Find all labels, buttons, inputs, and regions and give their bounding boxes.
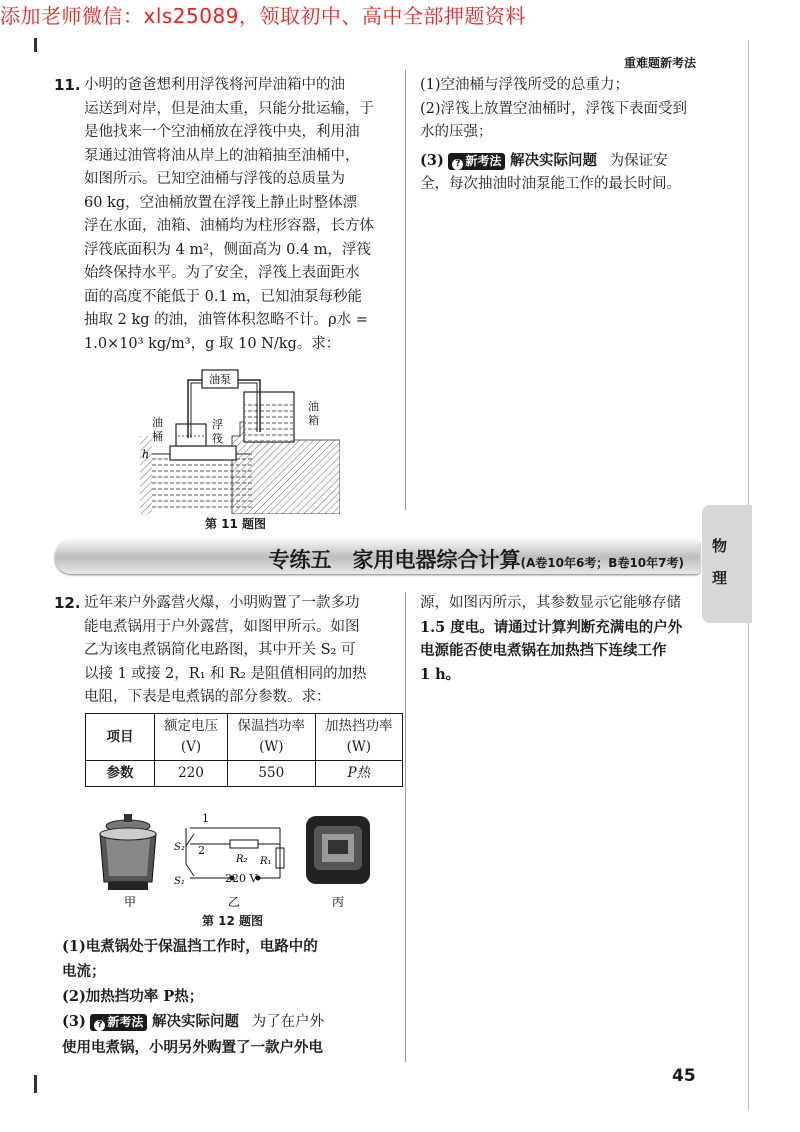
side-tab-char: 理 xyxy=(712,569,728,587)
h-label: h xyxy=(142,448,150,461)
pump-label: 油泵 xyxy=(209,373,231,386)
column-divider xyxy=(405,70,406,510)
switch-pos-2: 2 xyxy=(198,844,205,857)
q12-parts xyxy=(62,934,402,1060)
q11-line: 小明的爸爸想利用浮筏将河岸油箱中的油 xyxy=(84,77,345,93)
table-header-cell: 加热挡功率(W) xyxy=(315,714,402,761)
table-cell: 550 xyxy=(228,761,316,787)
q12-line: 近年来户外露营火爆，小明购置了一款多功 xyxy=(84,595,360,611)
switch-s1-label: S₁ xyxy=(174,876,185,887)
new-method-tag xyxy=(448,153,505,170)
voltage-label: 220 V xyxy=(225,872,258,885)
q12-text xyxy=(54,592,399,710)
table-cell: P热 xyxy=(315,761,402,787)
new-method-tag xyxy=(90,1014,147,1031)
raft xyxy=(170,446,236,460)
q12-right-text xyxy=(420,592,705,686)
q11-line: 是他找来一个空油桶放在浮筏中央，利用油 xyxy=(84,124,360,140)
tank-label: 油 xyxy=(308,400,319,413)
switch-s2-label: S₂ xyxy=(174,842,185,853)
q11-parts xyxy=(420,74,705,197)
r2-label: R₂ xyxy=(236,854,248,865)
q12-right-line: 1.5 度电。请通过计算判断充满电的户外 xyxy=(420,618,683,636)
tag-text: 新考法 xyxy=(107,1015,144,1029)
q12-line: 能电煮锅用于户外露营，如图甲所示。如图 xyxy=(84,618,360,635)
q11-line: 浮在水面，油箱、油桶均为柱形容器，长方体 xyxy=(84,218,374,234)
q12-right-line: 源，如图丙所示，其参数显示它能够存储 xyxy=(420,595,681,611)
section-title: 专练五 家用电器综合计算 xyxy=(268,548,521,572)
q11-part3-head: 解决实际问题 xyxy=(510,151,598,169)
table-row xyxy=(86,714,403,761)
fig-label-jia: 甲 xyxy=(124,895,137,909)
tag-text: 新考法 xyxy=(465,153,502,168)
resistor-r2 xyxy=(230,840,258,848)
q11-line: 浮筏底面积为 4 m²，侧面高为 0.4 m，浮筏 xyxy=(84,241,372,258)
q11-line: 始终保持水平。为了安全，浮筏上表面距水 xyxy=(84,265,360,281)
q11-part2-cont: 水的压强； xyxy=(420,124,493,140)
q11-part2: (2)浮筏上放置空油桶时，浮筏下表面受到 xyxy=(420,100,688,117)
table-header-cell: 项目 xyxy=(86,714,155,761)
q12-right-line: 电源能否使电煮锅在加热挡下连续工作 xyxy=(420,642,667,659)
subject-side-tab xyxy=(702,505,752,623)
column-divider xyxy=(405,592,406,1062)
q12-number: 12. xyxy=(54,594,81,612)
q12-part1: (1)电煮锅处于保温挡工作时，电路中的 xyxy=(62,938,318,955)
bulb-icon: ? xyxy=(94,1020,105,1031)
bucket-label: 桶 xyxy=(152,430,163,443)
q12-part2: (2)加热挡功率 P热； xyxy=(62,988,204,1005)
q12-part3-head: 解决实际问题 xyxy=(152,1013,240,1030)
section-header xyxy=(55,540,700,574)
q11-line: 如图所示。已知空油桶与浮筏的总质量为 xyxy=(84,171,345,187)
q12-line: 乙为该电煮锅简化电路图，其中开关 S₂ 可 xyxy=(84,642,356,658)
q12-part3-text: 为了在户外 xyxy=(251,1014,325,1030)
table-row-label: 参数 xyxy=(86,761,155,787)
q11-part3-text: 为保证安 xyxy=(609,152,668,169)
q12-part3 xyxy=(62,1009,402,1035)
q11-line: 运送到对岸，但是油太重，只能分批运输，于 xyxy=(84,100,374,117)
power-station-image xyxy=(306,816,370,884)
q12-line: 电阻，下表是电煮锅的部分参数。求： xyxy=(84,689,331,705)
page-edge-mark-bottom xyxy=(34,1075,37,1093)
page-edge-mark xyxy=(34,38,37,52)
q11-part3-prefix: (3) xyxy=(420,151,444,169)
q12-part3-cont: 使用电煮锅，小明另外购置了一款户外电 xyxy=(62,1039,323,1056)
q11-line: 泵通过油管将油从岸上的油箱抽至油桶中， xyxy=(84,147,360,164)
electric-pot-image xyxy=(100,814,156,890)
running-head: 重难题新考法 xyxy=(623,56,696,70)
q11-part3 xyxy=(420,149,705,174)
table-header-cell: 保温挡功率(W) xyxy=(228,714,316,761)
r1-label: R₁ xyxy=(260,856,272,867)
raft-label: 浮 xyxy=(212,418,223,431)
fig-label-bing: 丙 xyxy=(332,895,345,909)
fig-label-yi: 乙 xyxy=(228,895,241,909)
q11-figure xyxy=(140,366,340,514)
q11-part1: (1)空油桶与浮筏所受的总重力； xyxy=(420,77,630,93)
table-header-cell: 额定电压(V) xyxy=(155,714,228,761)
q12-part3-prefix: (3) xyxy=(62,1013,86,1030)
bulb-icon: ? xyxy=(452,159,463,170)
q12-line: 以接 1 或接 2，R₁ 和 R₂ 是阻值相同的加热 xyxy=(84,665,367,682)
q11-line: 1.0×10³ kg/m³，g 取 10 N/kg。求： xyxy=(84,335,341,352)
page-number: 45 xyxy=(672,1066,696,1086)
raft-label: 筏 xyxy=(212,432,223,445)
q12-figure xyxy=(90,806,400,910)
q12-part1-cont: 电流； xyxy=(62,963,106,980)
q11-line: 面的高度不能低于 0.1 m，已知油泵每秒能 xyxy=(84,288,363,305)
side-tab-char: 物 xyxy=(712,537,728,555)
table-row xyxy=(86,761,403,787)
q11-text xyxy=(54,74,394,356)
q11-line: 60 kg，空油桶放置在浮筏上静止时整体漂 xyxy=(84,194,358,211)
q11-part3-cont: 全，每次抽油时油泵能工作的最长时间。 xyxy=(420,176,681,192)
parameter-table xyxy=(85,713,403,787)
tank-label: 箱 xyxy=(308,414,319,427)
table-cell: 220 xyxy=(155,761,228,787)
q12-caption: 第 12 题图 xyxy=(202,914,264,928)
q11-line: 抽取 2 kg 的油，油管体积忽略不计。ρ水 = xyxy=(84,312,368,328)
promo-banner: 添加老师微信：xls25089，领取初中、高中全部押题资料 xyxy=(0,4,526,28)
q12-right-line: 1 h。 xyxy=(420,665,461,683)
bucket-label: 油 xyxy=(152,416,163,429)
q11-caption: 第 11 题图 xyxy=(205,517,267,531)
switch-pos-1: 1 xyxy=(202,812,209,825)
q11-number: 11. xyxy=(54,76,81,94)
section-subtitle: (A卷10年6考；B卷10年7考) xyxy=(520,556,684,570)
